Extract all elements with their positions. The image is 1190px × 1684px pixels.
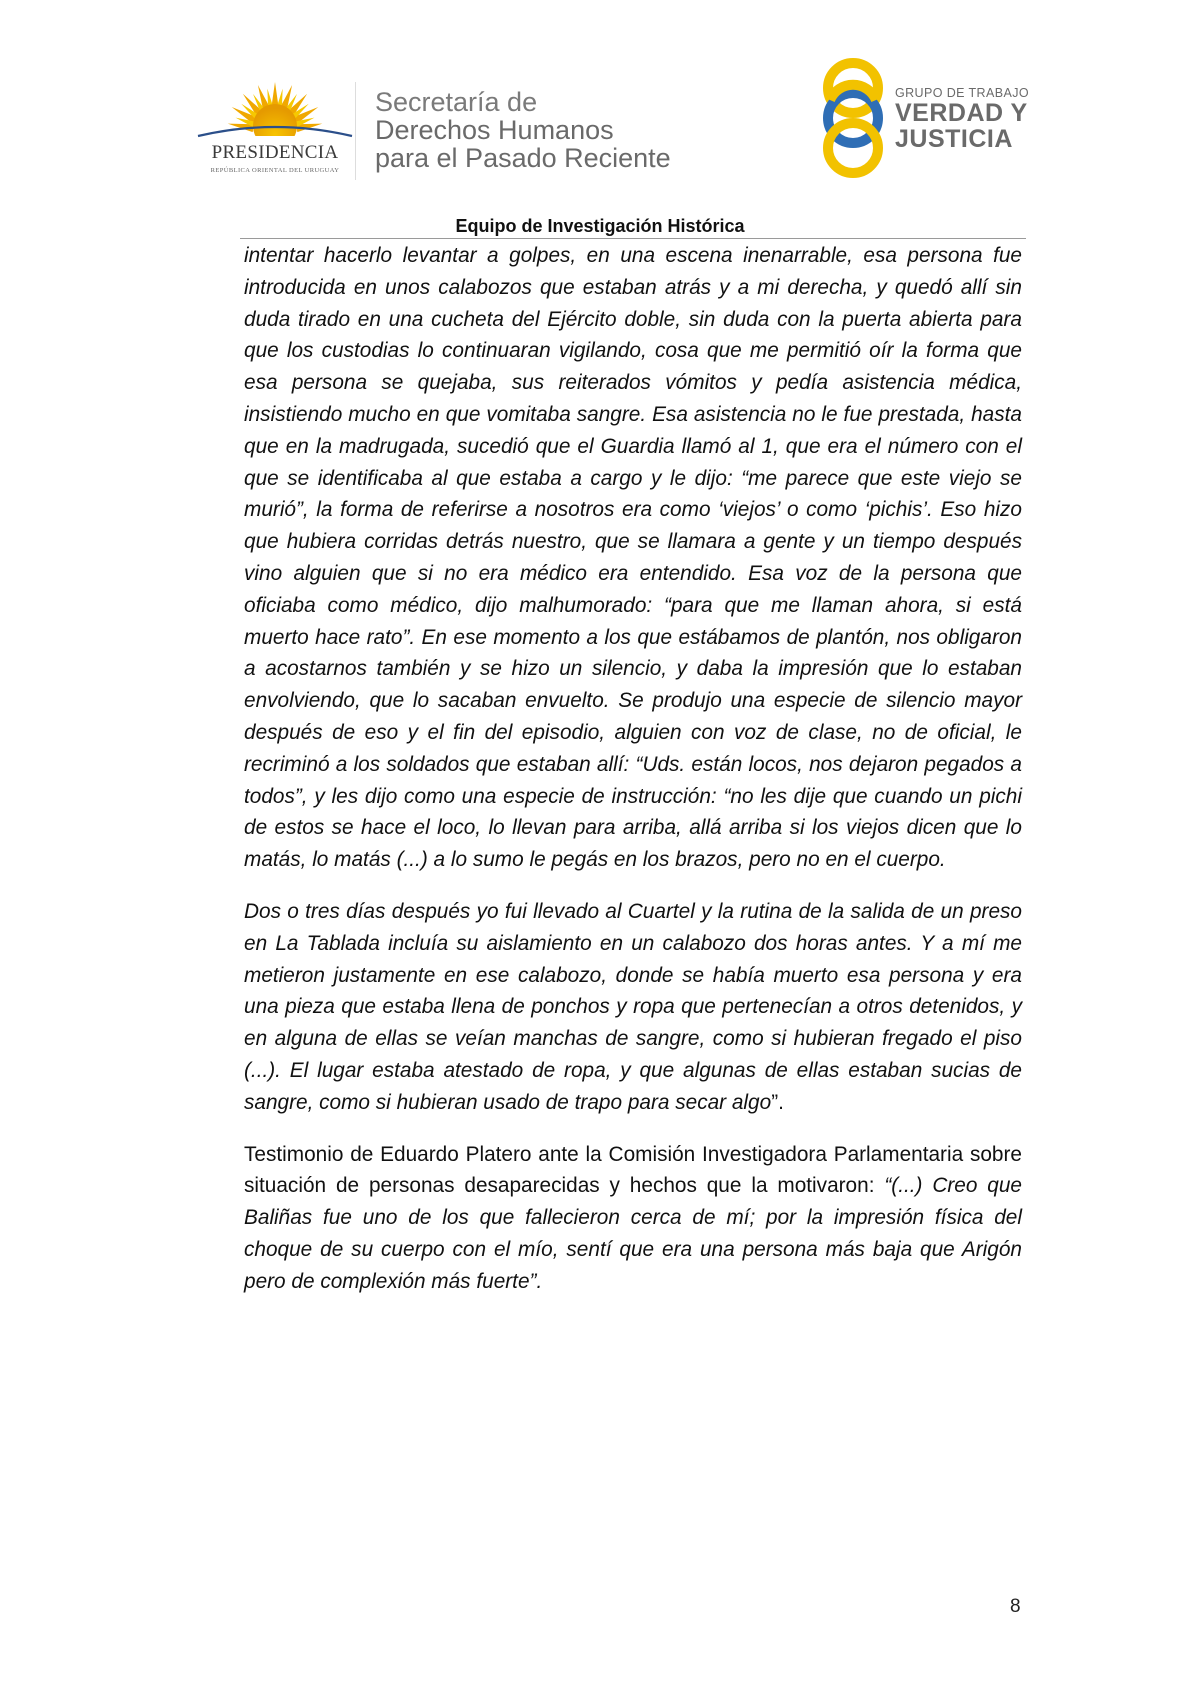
body-text [244, 240, 1022, 1298]
paragraph-3 [244, 1139, 1022, 1298]
sun-icon [196, 80, 354, 144]
logo-divider [355, 82, 356, 180]
secretaria-title [375, 88, 671, 172]
team-title: Equipo de Investigación Histórica [455, 216, 745, 236]
presidencia-name: PRESIDENCIA [211, 142, 339, 163]
paragraph-3-quote: “(...) Creo que Baliñas fue uno de los que fallecieron cerca de mí; por la impresión física del choque de su cuerpo con el mío, sentí que era una persona más baja que Arigón pero de complexión más fuerte”. [244, 1174, 1022, 1293]
interlocking-rings-icon [818, 55, 888, 181]
page-number: 8 [1010, 1596, 1021, 1617]
secretaria-line-2: Derechos Humanos [375, 115, 614, 145]
grupo-line-2: VERDAD Y [895, 99, 1028, 127]
secretaria-line-3: para el Pasado Reciente [375, 143, 671, 173]
paragraph-2-text: Dos o tres días después yo fui llevado al Cuartel y la rutina de la salida de un preso en La Tablada incluía su aislamiento en un calabozo dos horas antes. Y a mí me metieron justamente en ese calabozo, donde se había muerto esa persona y era una pieza que estaba llena de ponchos y ropa que pertenecían a otros detenidos, y en alguna de ellas se veían manchas de sangre, como si hubieran fregado el piso (...). El lugar estaba atestado de ropa, y que algunas de ellas estaban sucias de sangre, como si hubieran usado de trapo para secar algo [244, 899, 1022, 1114]
grupo-line-1: GRUPO DE TRABAJO [895, 86, 1029, 100]
presidencia-logo [196, 80, 354, 180]
presidencia-subtitle: REPÚBLICA ORIENTAL DEL URUGUAY [210, 167, 340, 174]
paragraph-2 [244, 896, 1022, 1119]
paragraph-2-end: ”. [771, 1090, 784, 1114]
grupo-trabajo-logo-text [895, 86, 1029, 152]
secretaria-line-1: Secretaría de [375, 87, 538, 117]
paragraph-3-intro: Testimonio de Eduardo Platero ante la Comisión Investigadora Parlamentaria sobre situación de personas desaparecidas y hechos que la motivaron: [244, 1142, 1022, 1198]
paragraph-1: intentar hacerlo levantar a golpes, en una escena inenarrable, esa persona fue introducida en unos calabozos que estaban atrás y a mi derecha, y quedó allí sin duda tirado en una cucheta del Ejército doble, sin duda con la puerta abierta para que los custodias lo continuaran vigilando, cosa que me permitió oír la forma que esa persona se quejaba, sus reiterados vómitos y pedía asistencia médica, insistiendo mucho en que vomitaba sangre. Esa asistencia no le fue prestada, hasta que en la madrugada, sucedió que el Guardia llamó al 1, que era el número con el que se identificaba al que estaba a cargo y le dijo: “me parece que este viejo se murió”, la forma de referirse a nosotros era como ‘viejos’ o como ‘pichis’. Eso hizo que hubiera corridas detrás nuestro, que se llamara a gente y un tiempo después vino alguien que si no era médico era entendido. Esa voz de la persona que oficiaba como médico, dijo malhumorado: “para que me llaman ahora, si está muerto hace rato”. En ese momento a los que estábamos de plantón, nos obligaron a acostarnos también y se hizo un silencio, y daba la impresión que lo estaban envolviendo, que lo sacaban envuelto. Se produjo una especie de silencio mayor después de eso y el fin del episodio, alguien con voz de clase, no de oficial, le recriminó a los soldados que estaban allí: “Uds. están locos, nos dejaron pegados a todos”, y les dijo como una especie de instrucción: “no les dije que cuando un pichi de estos se hace el loco, lo llevan para arriba, allá arriba si los viejos dicen que lo matás, lo matás (...) a lo sumo le pegás en los brazos, pero no en el cuerpo. [244, 244, 1022, 872]
header-rule [240, 238, 1026, 239]
grupo-line-3: JUSTICIA [895, 125, 1013, 153]
